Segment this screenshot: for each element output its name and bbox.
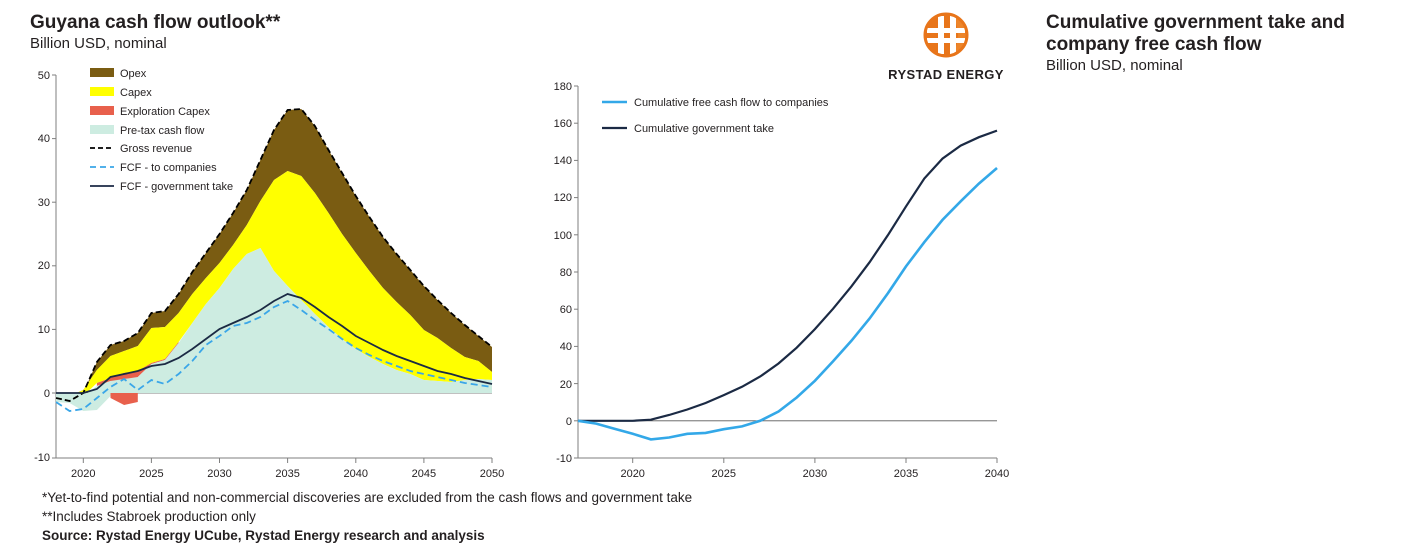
legend-swatch-exploration-capex bbox=[90, 106, 114, 115]
legend-label-opex: Opex bbox=[120, 68, 147, 80]
legend-label-fcf-companies: FCF - to companies bbox=[120, 162, 217, 174]
right-legend bbox=[602, 97, 829, 135]
right-chart-panel bbox=[512, 0, 1345, 485]
right-ytick-140: 140 bbox=[553, 155, 572, 167]
footnote-line-1: *Yet-to-find potential and non-commercial discoveries are excluded from the cash flows and government take bbox=[42, 490, 693, 505]
globe-icon bbox=[918, 10, 974, 60]
left-xtick-2045: 2045 bbox=[411, 468, 437, 480]
left-xtick-2050: 2050 bbox=[479, 468, 505, 480]
right-chart-subtitle: Billion USD, nominal bbox=[1046, 57, 1183, 74]
legend-label-cumulative-fcf: Cumulative free cash flow to companies bbox=[634, 97, 829, 109]
right-ytick-80: 80 bbox=[559, 267, 572, 279]
left-ytick-50: 50 bbox=[37, 70, 50, 82]
left-xtick-2040: 2040 bbox=[343, 468, 369, 480]
right-xtick-2020: 2020 bbox=[620, 468, 645, 480]
left-chart-panel bbox=[0, 0, 512, 485]
source-line: Source: Rystad Energy UCube, Rystad Energy research and analysis bbox=[42, 528, 485, 543]
legend-label-pretax: Pre-tax cash flow bbox=[120, 125, 205, 137]
left-ytick-30: 30 bbox=[37, 197, 50, 209]
brand-name: RYSTAD ENERGY bbox=[888, 67, 1004, 82]
legend-label-exploration-capex: Exploration Capex bbox=[120, 106, 210, 118]
left-chart-title: Guyana cash flow outlook** bbox=[30, 12, 281, 33]
left-legend bbox=[90, 68, 233, 193]
left-xtick-2020: 2020 bbox=[71, 468, 96, 480]
right-ytick-180: 180 bbox=[553, 81, 572, 93]
right-ytick-60: 60 bbox=[559, 304, 572, 316]
legend-label-gross-revenue: Gross revenue bbox=[120, 143, 193, 155]
legend-swatch-pretax bbox=[90, 125, 114, 134]
legend-label-cumulative-government-take: Cumulative government take bbox=[634, 123, 775, 135]
footnote-line-2: **Includes Stabroek production only bbox=[42, 509, 256, 524]
left-ytick-neg10: -10 bbox=[34, 452, 50, 464]
right-ytick-neg20: -10 bbox=[556, 453, 572, 465]
left-title-block bbox=[30, 12, 450, 54]
right-title-block bbox=[1046, 12, 1406, 76]
legend-swatch-opex bbox=[90, 68, 114, 77]
line-cumulative-government-take bbox=[578, 131, 997, 421]
left-ytick-40: 40 bbox=[37, 133, 50, 145]
area-negative-cash-flow bbox=[56, 393, 111, 411]
left-xtick-2035: 2035 bbox=[275, 468, 300, 480]
left-chart-subtitle: Billion USD, nominal bbox=[30, 35, 167, 52]
legend-label-capex: Capex bbox=[120, 87, 152, 99]
right-ytick-20: 20 bbox=[559, 379, 572, 391]
right-ytick-0: 0 bbox=[565, 416, 572, 428]
left-ytick-20: 20 bbox=[37, 260, 50, 272]
line-cumulative-fcf-companies bbox=[578, 168, 997, 439]
right-ytick-100: 100 bbox=[553, 230, 572, 242]
legend-label-fcf-government: FCF - government take bbox=[120, 181, 234, 193]
right-xtick-2035: 2035 bbox=[893, 468, 919, 480]
right-xtick-2030: 2030 bbox=[802, 468, 828, 480]
right-ytick-120: 120 bbox=[553, 192, 572, 204]
left-ytick-10: 10 bbox=[37, 324, 50, 336]
right-xtick-2025: 2025 bbox=[711, 468, 737, 480]
right-ytick-160: 160 bbox=[553, 118, 572, 130]
legend-swatch-capex bbox=[90, 87, 114, 96]
left-ytick-0: 0 bbox=[43, 388, 50, 400]
footnotes-block bbox=[42, 488, 982, 545]
left-chart-svg bbox=[0, 60, 512, 485]
left-xtick-2025: 2025 bbox=[139, 468, 164, 480]
right-xtick-2040: 2040 bbox=[984, 468, 1010, 480]
left-xtick-2030: 2030 bbox=[207, 468, 232, 480]
right-chart-svg bbox=[512, 72, 1024, 485]
right-ytick-40: 40 bbox=[559, 341, 572, 353]
right-chart-title: Cumulative government take and company free cash flow bbox=[1046, 12, 1345, 55]
